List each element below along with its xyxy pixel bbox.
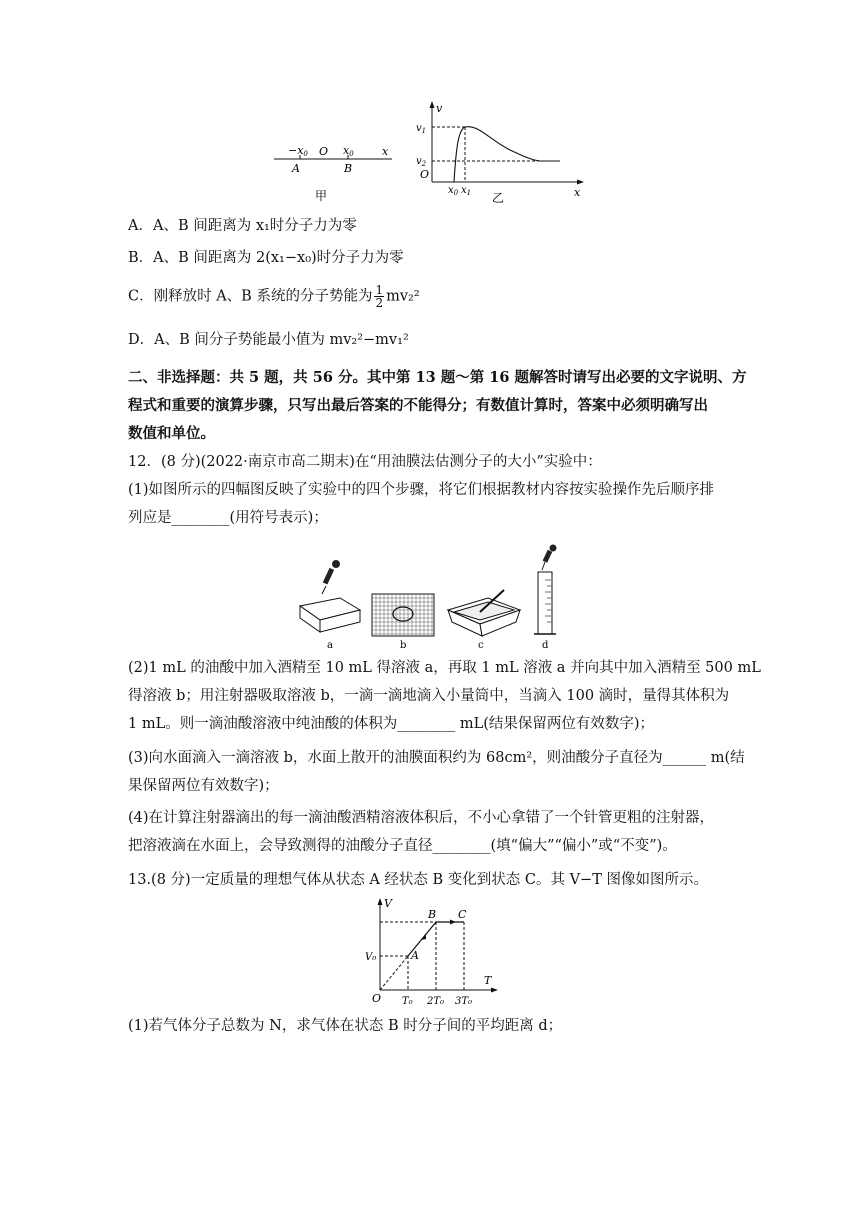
q12-p3-line2: 果保留两位有效数字)； bbox=[128, 778, 279, 794]
label-V-axis: V bbox=[384, 897, 392, 910]
q12-title: 12．(8 分)(2022·南京市高二期末)在“用油膜法估测分子的大小”实验中： bbox=[128, 454, 602, 470]
option-c: C．刚释放时 A、B 系统的分子势能为 $\frac{1}{2}$ mv₂² bbox=[128, 283, 420, 310]
section2-line1: 二、非选择题：共 5 题，共 56 分。其中第 13 题～第 16 题解答时请写出必要的文字说明、方 bbox=[128, 369, 747, 386]
q12-p3-line1: (3)向水面滴入一滴溶液 b，水面上散开的油膜面积约为 68cm²，则油酸分子直径为______ m(结 bbox=[128, 750, 745, 766]
q12-p2-line1: (2)1 mL 的油酸中加入酒精至 10 mL 得溶液 a，再取 1 mL 溶液 a 并向其中加入酒精至 500 mL bbox=[128, 660, 761, 676]
label-a: a bbox=[327, 640, 333, 651]
step-d-figure bbox=[534, 545, 557, 635]
label-v1: $v_1$ bbox=[416, 123, 427, 135]
q12-p4-line2: 把溶液滴在水面上，会导致测得的油酸分子直径________(填“偏大”“偏小”或“不变”)。 bbox=[128, 838, 677, 854]
option-d: D．A、B 间分子势能最小值为 mv₂²−mv₁² bbox=[128, 332, 409, 348]
figure-yi bbox=[410, 100, 590, 208]
label-V0: V₀ bbox=[365, 952, 377, 963]
label-v-axis: v bbox=[436, 102, 443, 115]
q13-title: 13.(8 分)一定质量的理想气体从状态 A 经状态 B 变化到状态 C。其 V−T 图像如图所示。 bbox=[128, 872, 708, 888]
label-x0: x0 bbox=[343, 144, 354, 158]
label-x1: $x_1$ bbox=[461, 185, 472, 197]
label-x-axis: x bbox=[382, 145, 389, 158]
label-x0: $x_0$ bbox=[448, 185, 459, 197]
label-A: A bbox=[411, 949, 419, 962]
label-v2: $v_2$ bbox=[416, 156, 427, 168]
label-neg-x0: −x0 bbox=[288, 144, 308, 158]
label-origin: O bbox=[372, 992, 382, 1005]
q12-p2-line3: 1 mL。则一滴油酸溶液中纯油酸的体积为________ mL(结果保留两位有效数字)； bbox=[128, 716, 655, 732]
q12-p1-line1: (1)如图所示的四幅图反映了实验中的四个步骤，将它们根据教材内容按实验操作先后顺序排 bbox=[128, 482, 715, 498]
label-x-axis: x bbox=[574, 186, 581, 199]
figure-jia bbox=[270, 138, 400, 208]
experiment-steps-figure bbox=[292, 544, 572, 652]
q13-p1: (1)若气体分子总数为 N，求气体在状态 B 时分子间的平均距离 d； bbox=[128, 1018, 563, 1034]
label-A: A bbox=[292, 162, 300, 175]
section2-line2: 程式和重要的演算步骤，只写出最后答案的不能得分；有数值计算时，答案中必须明确写出 bbox=[128, 397, 708, 414]
label-T0: T₀ bbox=[402, 996, 413, 1007]
q12-p2-line2: 得溶液 b；用注射器吸取溶液 b，一滴一滴地滴入小量筒中，当滴入 100 滴时，量得其体积为 bbox=[128, 688, 730, 704]
label-B: B bbox=[344, 162, 353, 175]
label-C: C bbox=[458, 908, 467, 921]
caption-yi: 乙 bbox=[492, 191, 505, 205]
caption-jia: 甲 bbox=[315, 189, 328, 203]
label-origin: O bbox=[420, 168, 430, 181]
option-b: B．A、B 间距离为 2(x₁−x₀)时分子力为零 bbox=[128, 250, 404, 266]
section2-line3: 数值和单位。 bbox=[128, 425, 215, 442]
step-c-figure bbox=[448, 590, 520, 636]
option-a: A．A、B 间距离为 x₁时分子力为零 bbox=[128, 218, 357, 234]
label-c: c bbox=[478, 640, 484, 651]
step-b-figure bbox=[372, 594, 434, 636]
label-B: B bbox=[428, 908, 437, 921]
label-b: b bbox=[400, 640, 407, 651]
label-3T0: 3T₀ bbox=[455, 996, 473, 1007]
label-2T0: 2T₀ bbox=[427, 996, 445, 1007]
label-d: d bbox=[542, 640, 549, 651]
q12-p4-line1: (4)在计算注射器滴出的每一滴油酸酒精溶液体积后，不小心拿错了一个针管更粗的注射器， bbox=[128, 810, 715, 826]
label-T-axis: T bbox=[484, 974, 492, 987]
step-a-figure bbox=[300, 560, 360, 632]
vt-graph bbox=[364, 894, 504, 1012]
fraction-half: $\frac{1}{2}$ bbox=[375, 283, 384, 310]
label-origin: O bbox=[319, 145, 329, 158]
q12-p1-line2: 列应是________(用符号表示)； bbox=[128, 510, 328, 526]
